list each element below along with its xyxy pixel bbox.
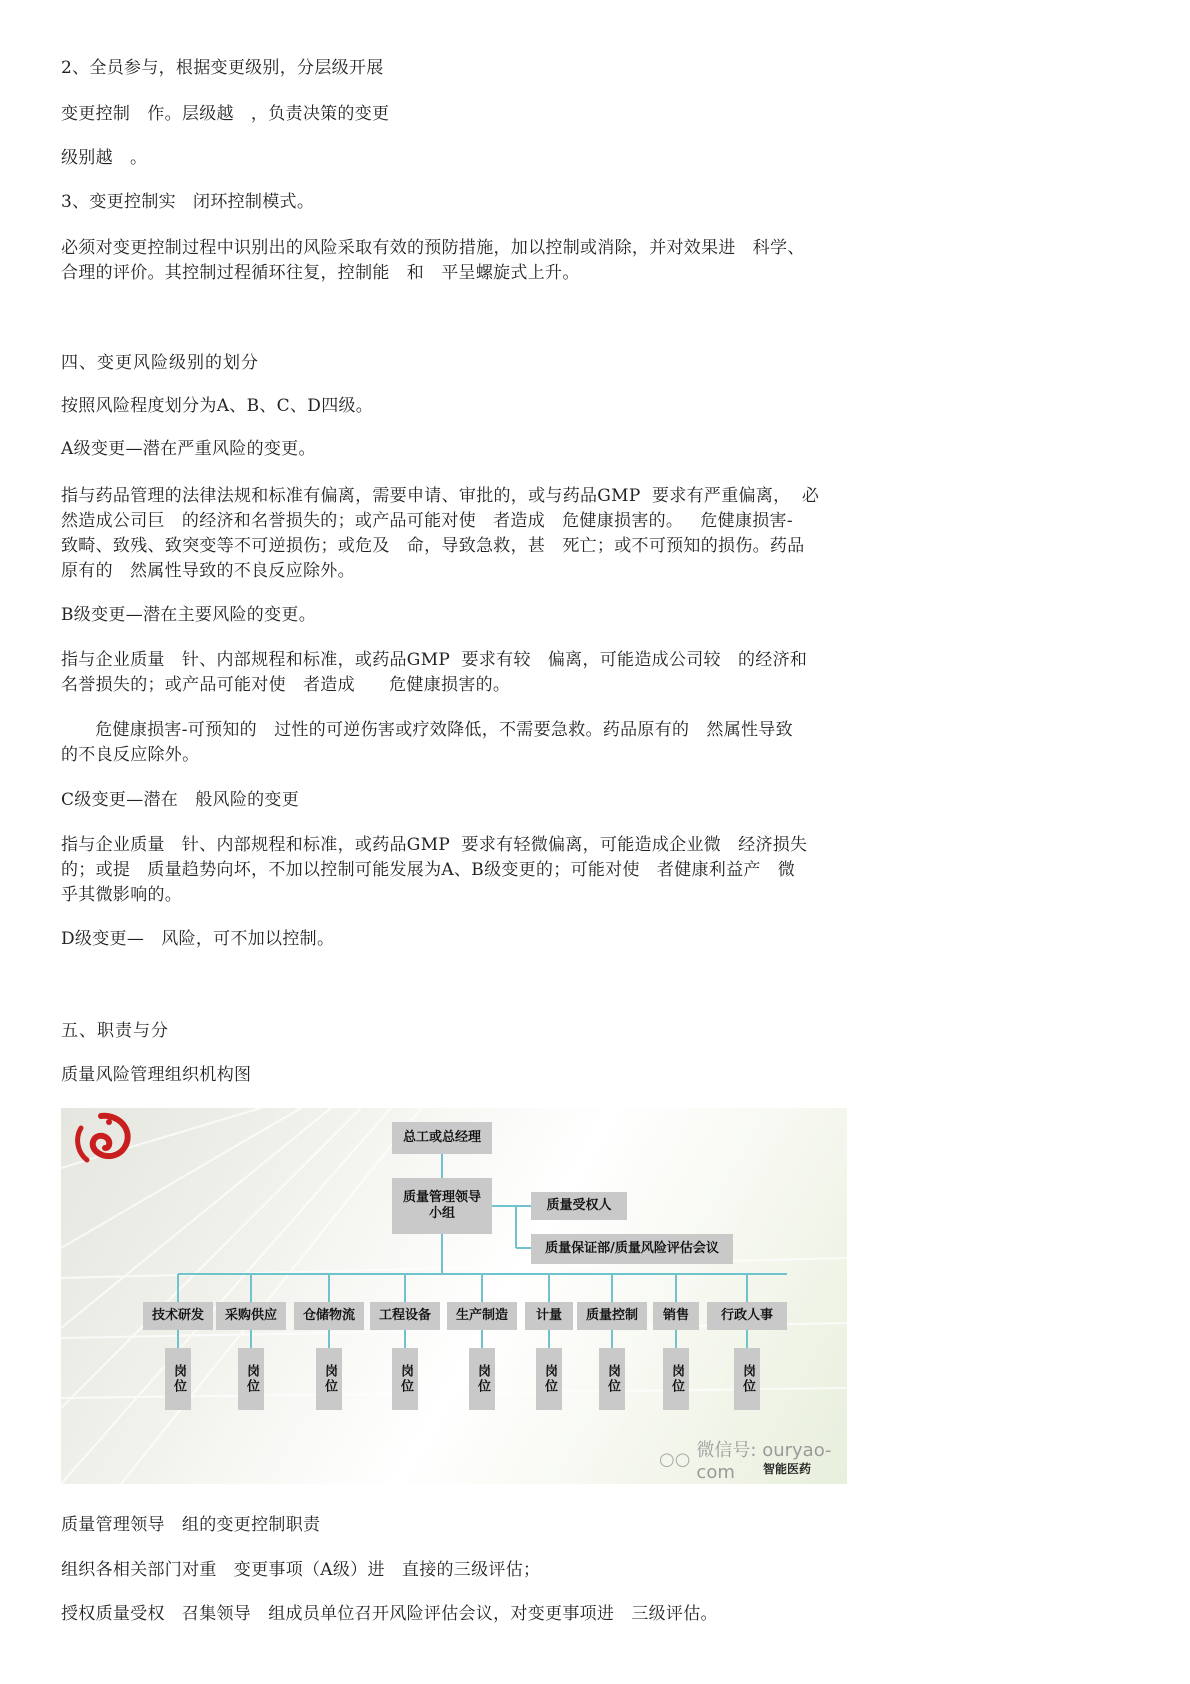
org-post-box: 岗位 (165, 1348, 191, 1410)
org-dept-metrology: 计量 (525, 1302, 573, 1330)
org-post-box: 岗位 (392, 1348, 418, 1410)
paragraph-2-end: 级别越 。 (61, 148, 148, 168)
org-dept-rd: 技术研发 (143, 1302, 213, 1330)
paragraph-2-cont: 变更控制 作。层级越 ，负责决策的变更 (61, 104, 390, 124)
paragraph-a-level: A级变更—潜在严重风险的变更。 (61, 439, 316, 459)
section-heading-5: 五、职责与分 (61, 1021, 169, 1041)
paragraph-2: 2、全员参与，根据变更级别，分层级开展 (61, 58, 384, 78)
org-post-box: 岗位 (238, 1348, 264, 1410)
org-dept-engineering: 工程设备 (370, 1302, 440, 1330)
paragraph-duty-2: 授权质量受权 召集领导 组成员单位召开风险评估会议，对变更事项进 三级评估。 (61, 1604, 718, 1624)
paragraph-3: 3、变更控制实 闭环控制模式。 (61, 192, 315, 212)
org-qp-box: 质量受权人 (531, 1192, 627, 1220)
wechat-icon: ○○ (659, 1449, 691, 1470)
paragraph-b-harm: 危健康损害-可预知的 过性的可逆伤害或疗效降低，不需要急救。药品原有的 然属性导致 的不良反应除外。 (61, 720, 793, 765)
logo-text: 智能医药 (763, 1462, 812, 1476)
org-dept-procurement: 采购供应 (216, 1302, 286, 1330)
org-dept-qc: 质量控制 (577, 1302, 647, 1330)
org-chart-lines (61, 1108, 847, 1484)
org-post-box: 岗位 (599, 1348, 625, 1410)
org-post-box: 岗位 (663, 1348, 689, 1410)
wechat-watermark (659, 1436, 847, 1483)
org-dept-production: 生产制造 (447, 1302, 517, 1330)
section-heading-4: 四、变更风险级别的划分 (61, 353, 259, 373)
org-dept-sales: 销售 (653, 1302, 699, 1330)
org-post-box: 岗位 (536, 1348, 562, 1410)
org-dept-logistics: 仓储物流 (294, 1302, 364, 1330)
org-qa-meeting-box: 质量保证部/质量风险评估会议 (531, 1234, 733, 1264)
org-post-box: 岗位 (316, 1348, 342, 1410)
paragraph-b-detail: 指与企业质量 针、内部规程和标准，或药品GMP 要求有较 偏离，可能造成公司较 的经济和 名誉损失的；或产品可能对使 者造成 危健康损害的。 (61, 650, 808, 695)
org-top-box: 总工或总经理 (392, 1122, 492, 1154)
wechat-id-text: 微信号: ouryao-com (696, 1440, 832, 1483)
paragraph-c-level: C级变更—潜在 般风险的变更 (61, 790, 300, 810)
paragraph-a-detail: 指与药品管理的法律法规和标准有偏离，需要申请、审批的，或与药品GMP 要求有严重偏离， 必 然造成公司巨 的经济和名誉损失的；或产品可能对使 者造成 危健康损害的。 危健康损害- 致畸、致残、致突变等不可逆损伤；或危及 命，导致急救，甚 死亡；或不可预知的损伤。药品 原有的 然属性导致的不良反应除外。 (61, 486, 820, 581)
org-post-box: 岗位 (734, 1348, 760, 1410)
paragraph-leader-duties: 质量管理领导 组的变更控制职责 (61, 1515, 321, 1535)
org-post-box: 岗位 (469, 1348, 495, 1410)
paragraph-levels: 按照风险程度划分为A、B、C、D四级。 (61, 396, 374, 416)
org-dept-admin: 行政人事 (707, 1302, 787, 1330)
paragraph-d-level: D级变更— 风险，可不加以控制。 (61, 929, 335, 949)
paragraph-closed-loop: 必须对变更控制过程中识别出的风险采取有效的预防措施，加以控制或消除，并对效果进 科学、 合理的评价。其控制过程循环往复，控制能 和 平呈螺旋式上升。 (61, 238, 805, 283)
paragraph-c-detail: 指与企业质量 针、内部规程和标准，或药品GMP 要求有轻微偏离，可能造成企业微 经济损失 的；或提 质量趋势向坏，不加以控制可能发展为A、B级变更的；可能对使 者健康利益产 微 乎其微影响的。 (61, 835, 808, 905)
dragon-logo-icon (61, 1108, 141, 1178)
org-chart (61, 1108, 847, 1484)
paragraph-b-level: B级变更—潜在主要风险的变更。 (61, 605, 316, 625)
paragraph-duty-1: 组织各相关部门对重 变更事项（A级）进 直接的三级评估； (61, 1560, 541, 1580)
org-leader-group-box: 质量管理领导 小组 (392, 1178, 492, 1234)
chart-caption: 质量风险管理组织机构图 (61, 1065, 252, 1085)
